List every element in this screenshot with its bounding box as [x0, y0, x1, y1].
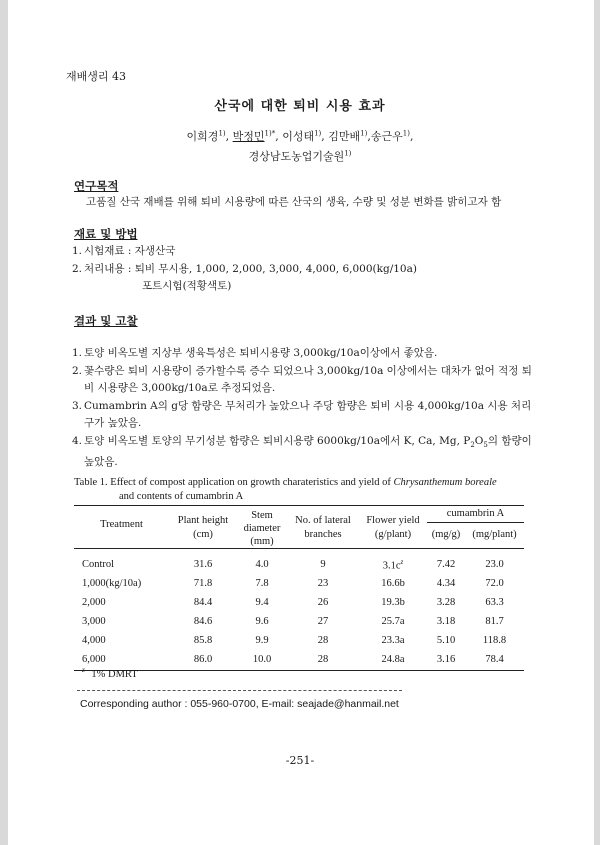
table-row	[74, 549, 524, 574]
objective-text: 고품질 산국 재배를 위해 퇴비 시용량에 따른 산국의 생육, 수량 및 성분 변화를 밝히고자 함	[86, 196, 502, 208]
cell-treatment: 2,000	[82, 596, 106, 608]
session-label: 재배생리 43	[66, 70, 126, 83]
cell-value: 28	[317, 634, 329, 646]
cell-text: 3.1c	[382, 560, 401, 571]
affiliation	[0, 148, 600, 164]
cell-value: 23.3a	[381, 634, 405, 646]
results-heading: 결과 및 고찰	[74, 314, 138, 328]
header-unit: (mm)	[250, 535, 274, 547]
item-text: 시험재료 : 자생산국	[84, 245, 176, 257]
item-number: 1.	[72, 347, 83, 359]
cell-treatment: 6,000	[82, 653, 106, 665]
caption-text: and contents of cumambrin A	[119, 491, 244, 502]
cell-value: 71.8	[193, 577, 213, 589]
item-text: O	[474, 434, 484, 447]
paper-title: 산국에 대한 퇴비 시용 효과	[214, 99, 386, 114]
table-row	[74, 650, 524, 669]
footnote-mark: z	[82, 666, 85, 674]
cell-value: 7.8	[255, 577, 269, 589]
table-row	[74, 612, 524, 631]
col-treatment: Treatment	[74, 506, 169, 549]
author-name-presenter: 박정민	[232, 130, 265, 143]
cell-value: 9	[320, 558, 326, 570]
cell-treatment: Control	[82, 558, 115, 570]
cell-value: 85.8	[193, 634, 213, 646]
methods-continuation: 포트시험(적황색토)	[142, 280, 232, 292]
footnote-divider	[77, 690, 402, 691]
list-item	[72, 345, 532, 363]
author-affil-mark: 1)	[360, 129, 368, 138]
affiliation-mark: 1)	[344, 149, 352, 158]
item-text: Cumambrin A의 g당 함량은 무처리가 높았으나 주당 함량은 퇴비 시용 4,000kg/10a 시용 처리구가 높았음.	[84, 399, 532, 429]
author-name: 김만배	[328, 130, 361, 143]
item-text: 의 함량이 높았음.	[84, 434, 532, 469]
table-row	[74, 631, 524, 650]
list-item	[72, 398, 532, 433]
author-name: 송근우	[370, 130, 403, 143]
subscript: 2	[470, 440, 475, 449]
caption-text: Table 1. Effect of compost application on growth charateristics and yield of	[74, 477, 391, 488]
author-name: 이희경	[186, 130, 219, 143]
header-text: Plant height	[177, 515, 229, 526]
cell-value	[359, 549, 427, 574]
methods-heading: 재료 및 방법	[74, 227, 138, 241]
cell-value: 3.16	[436, 653, 456, 665]
cell-value: 86.0	[193, 653, 213, 665]
scan-edge-right	[594, 0, 600, 845]
cell-value: 78.4	[485, 653, 504, 665]
author-affil-mark: 1)	[218, 129, 226, 138]
cell-value: 25.7a	[381, 615, 405, 627]
cell-value: 5.10	[436, 634, 456, 646]
author-affil-mark: 1)	[314, 129, 322, 138]
col-cumambrin-mg-plant: (mg/plant)	[465, 523, 524, 549]
affiliation-name: 경상남도농업기술원	[248, 150, 345, 163]
cell-value: 10.0	[252, 653, 272, 665]
cell-value: 118.8	[482, 634, 507, 646]
cell-value: 28	[317, 653, 329, 665]
header-unit: (g/plant)	[374, 529, 412, 540]
cell-value: 84.4	[193, 596, 213, 608]
methods-list	[72, 243, 532, 296]
cell-value: 7.42	[436, 558, 456, 570]
col-lateral-branches	[287, 506, 359, 549]
table-bottom-rule	[74, 670, 524, 671]
header-text: diameter	[243, 522, 281, 534]
cell-value: 24.8a	[381, 653, 405, 665]
scan-edge-left	[0, 0, 8, 845]
table-row	[74, 574, 524, 593]
footnote-mark: z	[400, 557, 404, 566]
header-text: Flower yield	[366, 515, 420, 526]
header-text: No. of lateral	[295, 515, 351, 526]
list-item	[72, 363, 532, 398]
cell-value: 9.6	[255, 615, 269, 627]
col-stem-diameter	[237, 506, 287, 549]
cell-value: 4.34	[436, 577, 456, 589]
item-number: 2.	[72, 364, 83, 377]
item-text: 토양 비옥도별 지상부 생육특성은 퇴비시용량 3,000kg/10a이상에서 좋았음.	[84, 347, 438, 359]
cell-value: 84.6	[193, 615, 213, 627]
author-affil-mark: 1)*	[264, 129, 276, 138]
col-cumambrin-a	[427, 506, 524, 523]
cell-value: 19.3b	[381, 596, 405, 608]
corresponding-author: Corresponding author : 055-960-0700, E-mail: seajade@hanmail.net	[80, 698, 399, 710]
list-item	[72, 433, 532, 472]
results-table	[74, 505, 524, 669]
cell-value: 16.6b	[381, 577, 405, 589]
item-number: 2.	[72, 262, 83, 275]
item-number: 3.	[72, 399, 83, 412]
cell-value: 63.3	[485, 596, 504, 608]
author-affil-mark: 1)	[402, 129, 410, 138]
table-footnote	[82, 666, 138, 680]
objective-heading: 연구목적	[74, 179, 119, 193]
cell-value: 72.0	[485, 577, 504, 589]
cell-value: 4.0	[255, 558, 269, 570]
cell-value: 9.9	[255, 634, 269, 646]
page-number: -251-	[285, 754, 315, 767]
col-cumambrin-mg-g: (mg/g)	[427, 523, 465, 549]
cell-value: 81.7	[485, 615, 504, 627]
cell-value: 3.28	[436, 596, 456, 608]
col-plant-height	[169, 506, 237, 549]
item-text: 처리내용 : 퇴비 무시용, 1,000, 2,000, 3,000, 4,000, 6,000(kg/10a)	[84, 262, 417, 275]
cell-value: 23.0	[485, 558, 504, 570]
item-number: 1.	[72, 245, 83, 257]
cell-value: 27	[317, 615, 329, 627]
cell-value: 3.18	[436, 615, 456, 627]
item-number: 4.	[72, 434, 83, 447]
item-text: 꽃수량은 퇴비 시용량이 증가할수록 증수 되었으나 3,000kg/10a 이상에서는 대차가 없어 적정 퇴비 시용량은 3,000kg/10a로 추정되었음.	[84, 364, 532, 394]
cell-treatment: 1,000(kg/10a)	[82, 577, 142, 589]
cell-value: 23	[317, 577, 329, 589]
caption-species: Chrysanthemum boreale	[393, 477, 497, 488]
header-text: cumambrin A	[446, 508, 505, 519]
cell-treatment: 4,000	[82, 634, 106, 646]
item-text: 토양 비옥도별 토양의 무기성분 함량은 퇴비시용량 6000kg/10a에서 K, Ca, Mg, P	[84, 434, 471, 447]
cell-value: 26	[317, 596, 329, 608]
results-list	[72, 345, 532, 472]
header-text: Stem	[251, 509, 273, 521]
subscript: 5	[483, 440, 488, 449]
list-item	[72, 261, 532, 279]
cell-value: 9.4	[255, 596, 269, 608]
cell-treatment: 3,000	[82, 615, 106, 627]
col-flower-yield	[359, 506, 427, 549]
table-row	[74, 593, 524, 612]
author-list: 이희경$^{1)}$, 박정민$^{1)*}$, 이성태$^{1)}$, 김만배$^{1)}$,송근우$^{1)}$,	[186, 129, 414, 143]
author-name: 이성태	[282, 130, 315, 143]
list-item	[72, 243, 532, 261]
cell-value: 31.6	[193, 558, 213, 570]
footnote-text: 1% DMRT	[91, 668, 138, 680]
table-caption	[74, 476, 544, 504]
header-unit: (cm)	[193, 529, 213, 540]
header-text: branches	[304, 529, 342, 540]
